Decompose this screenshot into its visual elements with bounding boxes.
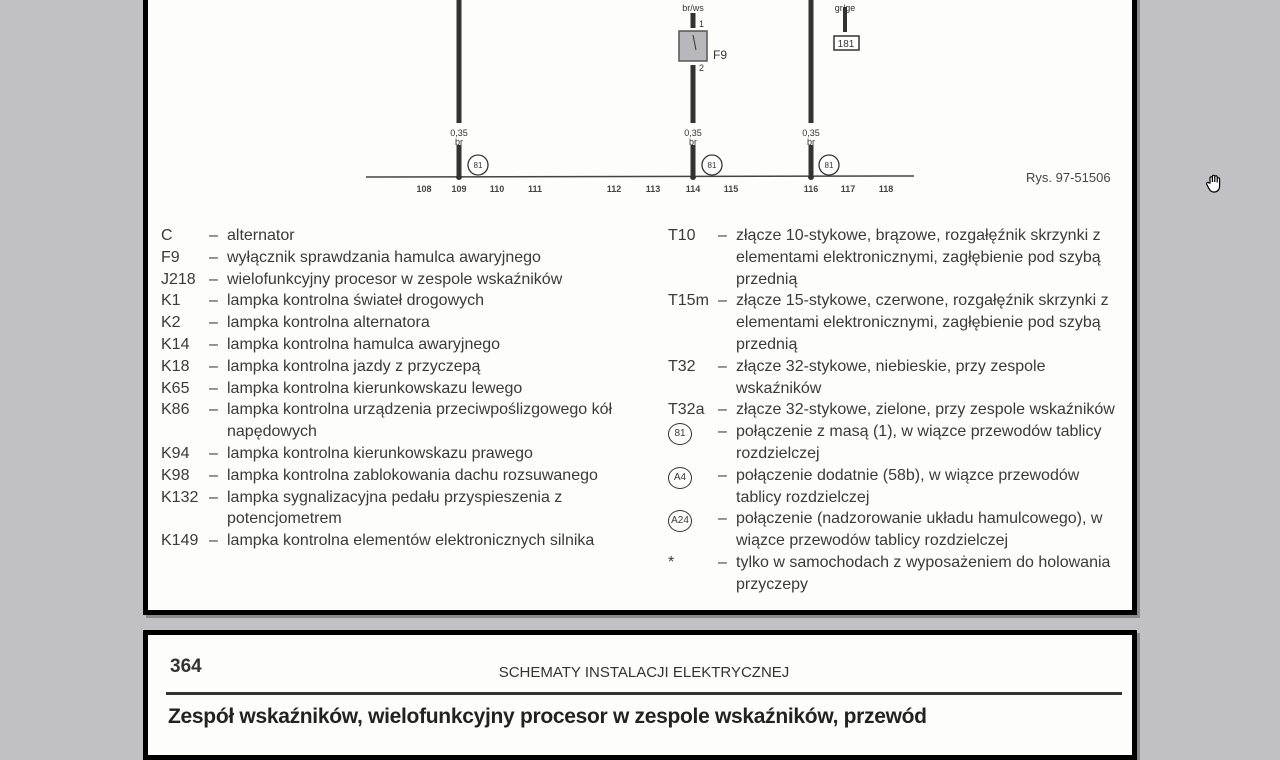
- svg-text:81: 81: [473, 161, 483, 170]
- legend-code: K94: [161, 444, 190, 462]
- legend-entry: K94 – lampka kontrolna kierunkowskazu prawego: [161, 443, 631, 465]
- track-number: 108: [416, 184, 432, 194]
- ground-bus: [366, 176, 914, 177]
- svg-text:0,35: 0,35: [684, 128, 702, 138]
- legend-entry: K2 – lampka kontrolna alternatora: [161, 312, 631, 334]
- legend-description: złącze 32-stykowe, zielone, przy zespole wskaźników: [736, 401, 1115, 419]
- legend-code: K132: [161, 488, 199, 506]
- legend-description: lampka kontrolna hamulca awaryjnego: [227, 335, 501, 353]
- track-number: 109: [451, 184, 467, 194]
- svg-text:81: 81: [707, 161, 717, 170]
- svg-text:0,35: 0,35: [802, 128, 820, 138]
- legend-code: K98: [161, 466, 190, 484]
- legend-code: K2: [161, 314, 181, 332]
- legend-description: lampka kontrolna elementów elektronicznych silnika: [227, 532, 595, 550]
- svg-text:0,35: 0,35: [450, 128, 468, 138]
- label-f9: F9: [713, 48, 728, 62]
- track-number: 114: [685, 184, 701, 194]
- legend-description: lampka kontrolna zablokowania dachu rozsuwanego: [227, 466, 598, 484]
- legend-code: K65: [161, 379, 190, 397]
- legend-description: lampka kontrolna kierunkowskazu prawego: [227, 444, 533, 462]
- page-header: [166, 650, 1122, 695]
- page-363: [143, 0, 1137, 615]
- pin-2: 2: [699, 63, 705, 73]
- svg-text:br: br: [454, 137, 464, 147]
- legend-entry: K132 – lampka sygnalizacyjna pedału przyspieszenia z potencjometrem: [161, 487, 631, 531]
- legend-code: T32: [668, 357, 696, 375]
- legend-code: K149: [161, 532, 199, 550]
- track-number: 118: [878, 184, 894, 194]
- legend-description: lampka kontrolna świateł drogowych: [227, 292, 485, 310]
- ground-symbol: A24: [668, 510, 692, 532]
- legend-code: K18: [161, 357, 190, 375]
- track-number: 112: [606, 184, 622, 194]
- legend-description: alternator: [227, 227, 295, 244]
- ground-symbol: 81: [668, 423, 692, 445]
- legend-code: *: [668, 553, 675, 571]
- legend-description: połączenie dodatnie (58b), w wiązce przewodów tablicy rozdzielczej: [736, 466, 1080, 506]
- legend-code: F9: [161, 248, 180, 266]
- legend-description: lampka sygnalizacyjna pedału przyspieszenia z potencjometrem: [227, 488, 563, 528]
- legend-description: lampka kontrolna kierunkowskazu lewego: [227, 379, 523, 397]
- legend-entry: K65 – lampka kontrolna kierunkowskazu lewego: [161, 378, 631, 400]
- legend-description: połączenie (nadzorowanie układu hamulcowego), w wiązce przewodów tablicy rozdzielczej: [736, 510, 1103, 550]
- legend-entry: 81 – połączenie z masą (1), w wiązce przewodów tablicy rozdzielczej: [668, 421, 1128, 465]
- legend-entry: K18 – lampka kontrolna jazdy z przyczepą: [161, 356, 631, 378]
- svg-text:br: br: [688, 137, 698, 147]
- legend-code: T32a: [668, 401, 705, 419]
- legend-description: lampka kontrolna alternatora: [227, 314, 430, 332]
- legend-code: K86: [161, 401, 190, 419]
- track-number: 116: [803, 184, 819, 194]
- legend-entry: J218 – wielofunkcyjny procesor w zespole wskaźników: [161, 269, 631, 291]
- legend-description: wielofunkcyjny procesor w zespole wskaźników: [227, 270, 563, 288]
- label-gr-ge: gr/ge: [834, 3, 856, 13]
- legend-entry: T32 – złącze 32-stykowe, niebieskie, przy zespole wskaźników: [668, 356, 1128, 400]
- section-heading: Zespół wskaźników, wielofunkcyjny procesor w zespole wskaźników, przewód: [168, 705, 927, 728]
- legend-entry: C – alternator: [161, 225, 631, 247]
- ground-symbol: A4: [668, 467, 692, 489]
- label-br-ws: br/ws: [682, 3, 704, 13]
- legend-left: [161, 225, 631, 552]
- track-number: 113: [645, 184, 661, 194]
- label-181: 181: [837, 39, 855, 50]
- legend-code: T15m: [668, 292, 709, 310]
- legend-description: lampka kontrolna urządzenia przeciwpoślizgowego kół napędowych: [227, 401, 613, 441]
- track-number: 115: [723, 184, 739, 194]
- legend-description: tylko w samochodach z wyposażeniem do holowania przyczepy: [736, 553, 1111, 593]
- legend-entry: A24 – połączenie (nadzorowanie układu hamulcowego), w wiązce przewodów tablicy rozdzielczej: [668, 508, 1128, 552]
- legend-entry: T32a – złącze 32-stykowe, zielone, przy zespole wskaźników: [668, 399, 1128, 421]
- legend-description: złącze 10-stykowe, brązowe, rozgałęźnik skrzynki z elementami elektronicznymi, zagłębienie pod szybą przednią: [736, 227, 1101, 288]
- legend-entry: K14 – lampka kontrolna hamulca awaryjnego: [161, 334, 631, 356]
- legend-entry: T15m – złącze 15-stykowe, czerwone, rozgałęźnik skrzynki z elementami elektronicznymi, zagłębienie pod szybą przednią: [668, 290, 1128, 355]
- track-number: 117: [840, 184, 856, 194]
- track-number: 111: [527, 184, 543, 194]
- legend-entry: T10 – złącze 10-stykowe, brązowe, rozgałęźnik skrzynki z elementami elektronicznymi, zagłębienie pod szybą przednią: [668, 225, 1128, 290]
- pin-1: 1: [699, 19, 705, 29]
- legend-description: złącze 15-stykowe, czerwone, rozgałęźnik skrzynki z elementami elektronicznymi, zagłębienie pod szybą przednią: [736, 292, 1109, 353]
- svg-text:br: br: [806, 137, 816, 147]
- legend-entry: K86 – lampka kontrolna urządzenia przeciwpoślizgowego kół napędowych: [161, 399, 631, 443]
- legend-code: J218: [161, 270, 196, 288]
- page-number: 364: [170, 656, 202, 677]
- legend-description: lampka kontrolna jazdy z przyczepą: [227, 357, 481, 375]
- legend-right: [668, 225, 1128, 596]
- legend-description: połączenie z masą (1), w wiązce przewodów tablicy rozdzielczej: [736, 423, 1102, 462]
- legend-entry: K1 – lampka kontrolna świateł drogowych: [161, 290, 631, 312]
- running-title: SCHEMATY INSTALACJI ELEKTRYCZNEJ: [498, 664, 790, 681]
- figure-reference: Rys. 97-51506: [1026, 170, 1111, 185]
- page-364: [143, 630, 1137, 760]
- legend-code: C: [161, 227, 173, 244]
- svg-text:81: 81: [824, 161, 834, 170]
- legend-description: złącze 32-stykowe, niebieskie, przy zespole wskaźników: [736, 357, 1046, 397]
- wiring-diagram: [148, 0, 1132, 195]
- legend-entry: F9 – wyłącznik sprawdzania hamulca awaryjnego: [161, 247, 631, 269]
- legend-entry: K98 – lampka kontrolna zablokowania dachu rozsuwanego: [161, 465, 631, 487]
- track-number: 110: [489, 184, 505, 194]
- legend-code: K1: [161, 292, 181, 310]
- legend-entry: K149 – lampka kontrolna elementów elektronicznych silnika: [161, 530, 631, 552]
- legend-description: wyłącznik sprawdzania hamulca awaryjnego: [227, 248, 541, 266]
- legend-code: T10: [668, 227, 696, 244]
- hand-cursor-icon: [1206, 174, 1224, 194]
- legend-entry: A4 – połączenie dodatnie (58b), w wiązce przewodów tablicy rozdzielczej: [668, 465, 1128, 509]
- legend-code: K14: [161, 335, 190, 353]
- legend-entry: * – tylko w samochodach z wyposażeniem do holowania przyczepy: [668, 552, 1128, 596]
